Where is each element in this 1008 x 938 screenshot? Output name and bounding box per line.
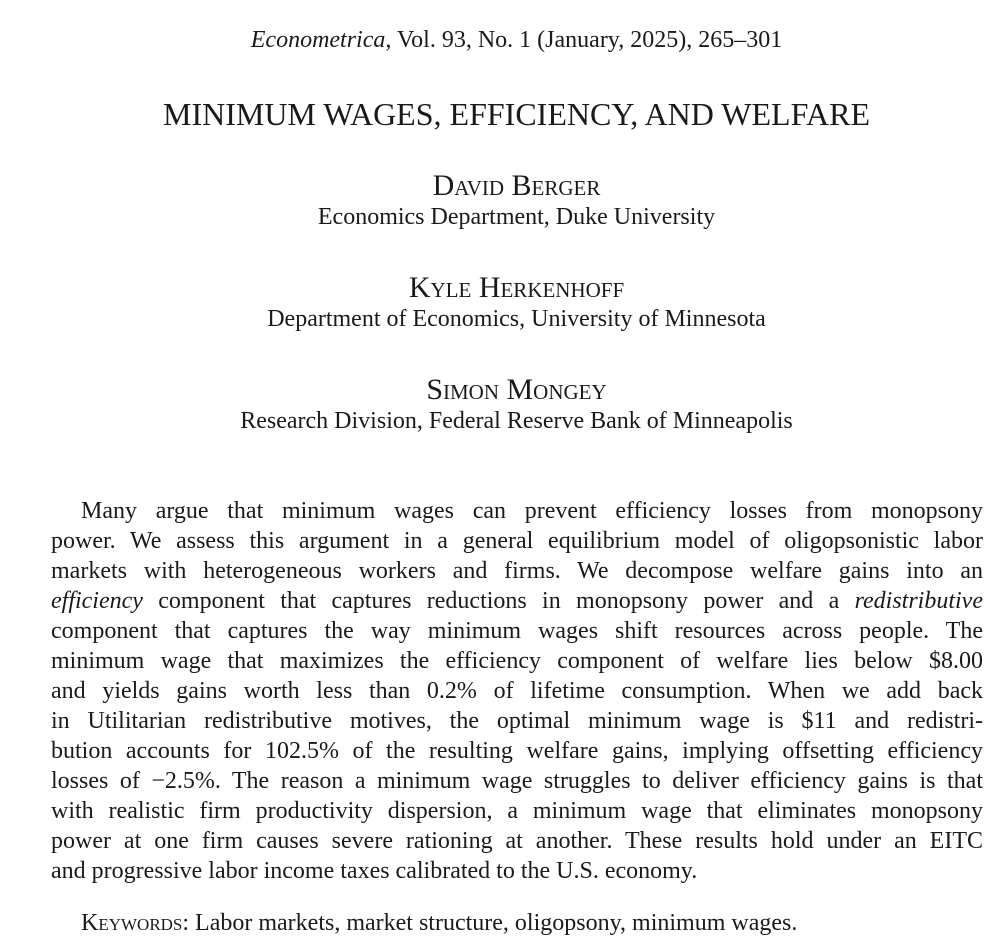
author-block-1 (0, 169, 1008, 231)
author-name: Kyle Herkenhoff (408, 271, 625, 304)
journal-name: Econometrica (250, 27, 386, 53)
author-affiliation: Department of Economics, University of Minnesota (267, 306, 766, 332)
abstract-line: power at one firm causes severe rationing at another. These results hold under an EITC (51, 828, 983, 854)
abstract (51, 496, 983, 886)
author-name: Simon Mongey (426, 373, 607, 406)
keywords-text: : Labor markets, market structure, oligopsony, minimum wages. (182, 910, 798, 936)
author-affiliation: Research Division, Federal Reserve Bank of Minneapolis (240, 408, 793, 434)
abstract-text: component that captures reductions in monopsony power and a (142, 588, 855, 614)
citation-details: , Vol. 93, No. 1 (January, 2025), 265–301 (385, 27, 783, 53)
citation-line (0, 24, 1008, 56)
abstract-line: in Utilitarian redistributive motives, the optimal minimum wage is $11 and redistri- (51, 708, 983, 734)
abstract-line: and progressive labor income taxes calibrated to the U.S. economy. (51, 858, 698, 884)
abstract-line: and yields gains worth less than 0.2% of lifetime consumption. When we add back (51, 678, 983, 704)
abstract-line: minimum wage that maximizes the efficiency component of welfare lies below $8.00 (51, 648, 983, 674)
abstract-line: losses of −2.5%. The reason a minimum wage struggles to deliver efficiency gains is that (51, 768, 983, 794)
emphasis-redistributive: redistributive (854, 588, 983, 614)
abstract-line: bution accounts for 102.5% of the resulting welfare gains, implying offsetting efficiency (51, 738, 983, 764)
author-affiliation: Economics Department, Duke University (317, 204, 716, 230)
abstract-line: with realistic firm productivity dispersion, a minimum wage that eliminates monopsony (51, 798, 983, 824)
author-block-3 (0, 373, 1008, 435)
emphasis-efficiency: efficiency (51, 588, 143, 614)
author-block-2 (0, 271, 1008, 333)
paper-title: MINIMUM WAGES, EFFICIENCY, AND WELFARE (162, 96, 870, 132)
keywords-label: Keywords (81, 910, 183, 936)
abstract-line: power. We assess this argument in a general equilibrium model of oligopsonistic labor (51, 528, 983, 554)
abstract-line: markets with heterogeneous workers and firms. We decompose welfare gains into an (51, 558, 983, 584)
abstract-line: component that captures the way minimum wages shift resources across people. The (51, 618, 983, 644)
abstract-line: Many argue that minimum wages can prevent efficiency losses from monopsony (81, 498, 983, 524)
keywords-line (81, 908, 797, 938)
abstract-line (51, 586, 983, 616)
author-name: David Berger (432, 169, 601, 202)
